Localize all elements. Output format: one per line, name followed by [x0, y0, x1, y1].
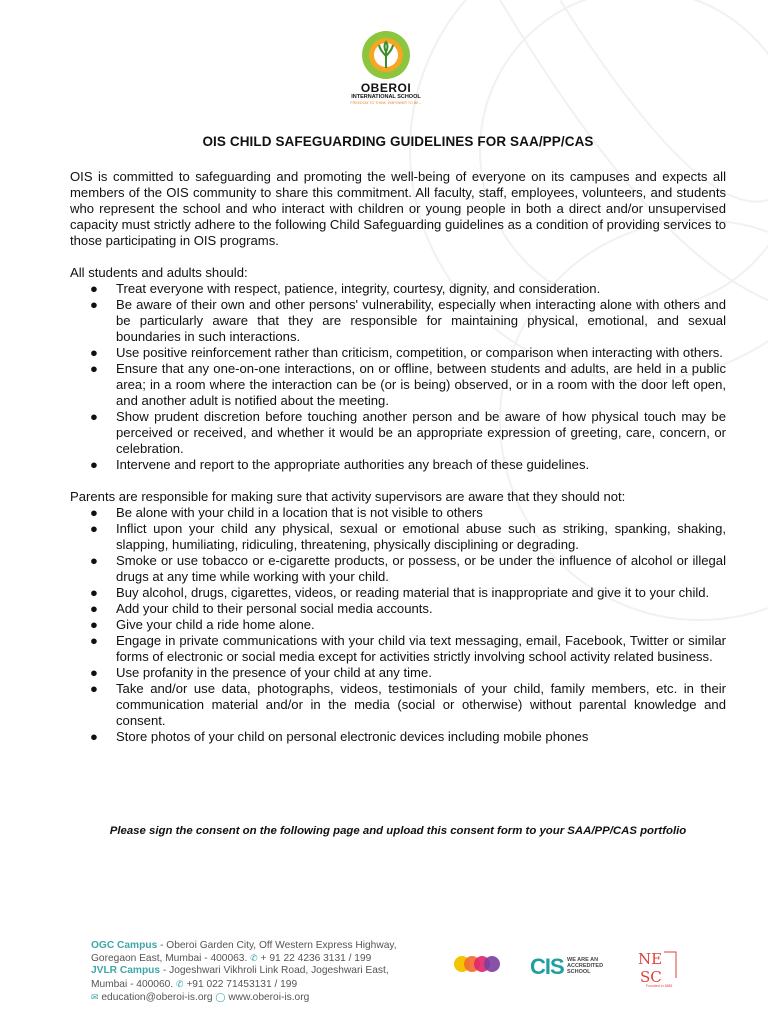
- bullet-icon: ●: [90, 633, 98, 648]
- phone-icon: ✆: [250, 953, 258, 964]
- jvlr-campus-label: JVLR Campus: [91, 965, 161, 977]
- globe-icon: ◯: [215, 991, 226, 1002]
- list-item: ● Be alone with your child in a location that is not visible to others: [90, 505, 483, 520]
- list-item: ● Take and/or use data, photographs, videos, testimonials of your child, family members, etc. in their communication material and/or in the media (social or otherwise) without parental knowledge and consent.: [90, 681, 726, 728]
- consent-note: Please sign the consent on the following page and upload this consent form to your SAA/PP/CAS portfolio: [109, 825, 687, 837]
- neasc-founded: Founded in 1885: [646, 984, 673, 988]
- logo-name: OBEROI: [360, 81, 412, 95]
- list-item: ● Buy alcohol, drugs, cigarettes, videos, or reading material that is inappropriate and give it to your child.: [90, 585, 710, 600]
- page-title: OIS CHILD SAFEGUARDING GUIDELINES FOR SAA/PP/CAS: [202, 134, 594, 149]
- section1-list: [70, 281, 726, 473]
- bullet-icon: ●: [90, 281, 98, 296]
- bullet-icon: ●: [90, 681, 98, 696]
- list-item: ● Treat everyone with respect, patience, integrity, courtesy, dignity, and consideration.: [90, 281, 601, 296]
- list-item: ● Smoke or use tobacco or e-cigarette products, or possess, or be under the influence of alcohol or illegal drugs at any time while working with your child.: [90, 553, 726, 584]
- bullet-icon: ●: [90, 729, 98, 744]
- bullet-icon: ●: [90, 617, 98, 632]
- list-item: ● Engage in private communications with your child via text messaging, email, Facebook, Twitter or similar forms of electronic or social media except for activities strictly involving school activity related business.: [90, 633, 726, 664]
- logo-emblem-icon: [361, 30, 411, 80]
- logo-tagline: FREEDOM TO THINK. EMPOWER TO BE...: [350, 101, 422, 105]
- bullet-icon: ●: [90, 297, 98, 312]
- list-item: ● Be aware of their own and other persons' vulnerability, especially when interacting alone with others and be particularly aware that they are responsible for maintaining physical, emotional, and sexual boundaries in such interactions.: [90, 297, 726, 344]
- logo-subtitle: INTERNATIONAL SCHOOL: [351, 94, 421, 100]
- svg-text:SC: SC: [640, 968, 662, 986]
- accreditation-badges: [450, 946, 700, 996]
- bullet-icon: ●: [90, 505, 98, 520]
- ib-logo-icon: [450, 952, 510, 982]
- ogc-campus-label: OGC Campus: [91, 940, 158, 951]
- list-item: ● Inflict upon your child any physical, sexual or emotional abuse such as striking, spanking, shaking, slapping, humiliating, ridiculing, threatening, physically disciplining or degrading.: [90, 521, 726, 552]
- section1-heading: All students and adults should:: [70, 265, 248, 280]
- jvlr-address-line2: Mumbai - 400060.: [91, 978, 174, 990]
- section2-list: [70, 505, 726, 745]
- svg-text:NE: NE: [638, 950, 663, 968]
- bullet-icon: ●: [90, 521, 98, 536]
- bullet-icon: ●: [90, 585, 98, 600]
- list-item: ● Add your child to their personal social media accounts.: [90, 601, 433, 616]
- neasc-logo-icon: [636, 948, 696, 988]
- list-item: ● Give your child a ride home alone.: [90, 617, 315, 632]
- ogc-address: - Oberoi Garden City, Off Western Express Highway,: [157, 940, 397, 951]
- list-item: ● Use positive reinforcement rather than criticism, competition, or comparison when interacting with others.: [90, 345, 723, 360]
- bullet-icon: ●: [90, 457, 98, 472]
- bullet-icon: ●: [90, 409, 98, 424]
- jvlr-phone: +91 022 71453131 / 199: [186, 978, 298, 990]
- website-link[interactable]: www.oberoi-is.org: [228, 991, 310, 1003]
- email-link[interactable]: education@oberoi-is.org: [101, 991, 213, 1003]
- jvlr-address: - Jogeshwari Vikhroli Link Road, Jogeshwari East,: [160, 965, 389, 977]
- footer-contact: [91, 940, 441, 1004]
- ogc-phone: + 91 22 4236 3131 / 199: [260, 953, 372, 965]
- list-item: ● Use profanity in the presence of your child at any time.: [90, 665, 432, 680]
- section2-heading: Parents are responsible for making sure that activity supervisors are aware that they should not:: [70, 489, 626, 504]
- school-logo: [348, 30, 424, 106]
- bullet-icon: ●: [90, 553, 98, 568]
- phone-icon: ✆: [175, 978, 184, 989]
- email-icon: ✉: [91, 991, 99, 1002]
- list-item: ● Intervene and report to the appropriate authorities any breach of these guidelines.: [90, 457, 590, 472]
- bullet-icon: ●: [90, 665, 98, 680]
- ogc-address-line2: Goregaon East, Mumbai - 400063.: [91, 953, 248, 965]
- list-item: ● Show prudent discretion before touching another person and be aware of how physical touch may be perceived or received, and whether it would be an appropriate expression of greeting, care, concern, or celebration.: [90, 409, 726, 456]
- document-body: [70, 169, 726, 745]
- intro-paragraph: OIS is committed to safeguarding and promoting the well-being of everyone on its campuses and expects all members of the OIS community to share this commitment. All faculty, staff, employees, volunteers, and students who represent the school and who interact with children or young people in both a direct and/or unsupervised capacity must strictly adhere to the following Child Safeguarding guidelines as a condition of providing services to those participating in OIS programs.: [70, 169, 726, 248]
- bullet-icon: ●: [90, 345, 98, 360]
- bullet-icon: ●: [90, 361, 98, 376]
- bullet-icon: ●: [90, 601, 98, 616]
- cis-badge-text: WE ARE AN ACCREDITED SCHOOL: [567, 957, 604, 975]
- list-item: ● Store photos of your child on personal electronic devices including mobile phones: [90, 729, 589, 744]
- list-item: ● Ensure that any one-on-one interactions, on or offline, between students and adults, are held in a public area; in a room where the interaction can be (or is being) observed, or in a room with the door left open, and another adult is notified about the meeting.: [90, 361, 726, 408]
- cis-badge: CIS: [530, 954, 564, 979]
